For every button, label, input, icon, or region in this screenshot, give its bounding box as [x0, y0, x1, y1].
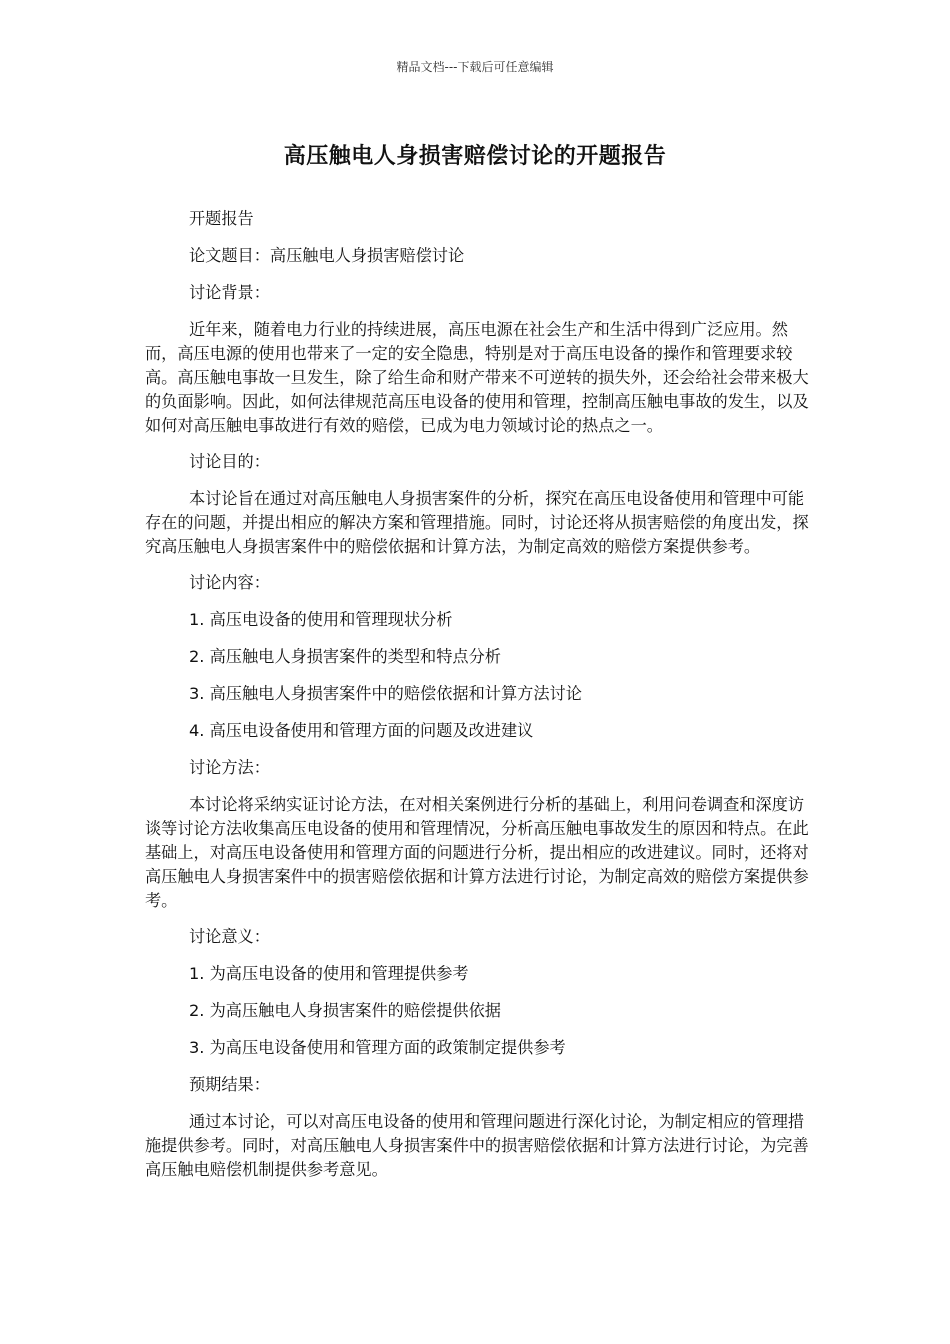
list-item: 3. 为高压电设备使用和管理方面的政策制定提供参考 — [189, 1038, 566, 1057]
document-title: 高压触电人身损害赔偿讨论的开题报告 — [283, 144, 667, 169]
list-item: 2. 高压触电人身损害案件的类型和特点分析 — [189, 647, 501, 666]
section-heading-background: 讨论背景： — [189, 283, 270, 302]
section-label: 开题报告 — [189, 209, 254, 228]
thesis-title-line: 论文题目：高压触电人身损害赔偿讨论 — [189, 246, 465, 265]
list-item: 4. 高压电设备使用和管理方面的问题及改进建议 — [189, 721, 534, 740]
paragraph-method: 本讨论将采纳实证讨论方法，在对相关案例进行分析的基础上，利用问卷调查和深度访谈等讨论方法收集高压电设备的使用和管理情况，分析高压触电事故发生的原因和特点。在此基础上，对高压电设备使用和管理方面的问题进行分析，提出相应的改进建议。同时，还将对高压触电人身损害案件中的损害赔偿依据和计算方法进行讨论，为制定高效的赔偿方案提供参考。 — [145, 795, 809, 910]
list-item: 3. 高压触电人身损害案件中的赔偿依据和计算方法讨论 — [189, 684, 582, 703]
document-body — [145, 207, 815, 1194]
list-item: 1. 高压电设备的使用和管理现状分析 — [189, 610, 453, 629]
section-heading-significance: 讨论意义： — [189, 927, 270, 946]
section-heading-content: 讨论内容： — [189, 573, 270, 592]
section-heading-purpose: 讨论目的： — [189, 452, 270, 471]
section-heading-method: 讨论方法： — [189, 758, 270, 777]
paragraph-purpose: 本讨论旨在通过对高压触电人身损害案件的分析，探究在高压电设备使用和管理中可能存在的问题，并提出相应的解决方案和管理措施。同时，讨论还将从损害赔偿的角度出发，探究高压触电人身损害案件中的赔偿依据和计算方法，为制定高效的赔偿方案提供参考。 — [145, 489, 809, 556]
paragraph-expected-results: 通过本讨论，可以对高压电设备的使用和管理问题进行深化讨论，为制定相应的管理措施提供参考。同时，对高压触电人身损害案件中的损害赔偿依据和计算方法进行讨论，为完善高压触电赔偿机制提供参考意见。 — [145, 1112, 809, 1179]
section-heading-expected-results: 预期结果： — [189, 1075, 270, 1094]
list-item: 2. 为高压触电人身损害案件的赔偿提供依据 — [189, 1001, 501, 1020]
header-note: 精品文档---下载后可任意编辑 — [396, 60, 554, 74]
paragraph-background: 近年来，随着电力行业的持续进展，高压电源在社会生产和生活中得到广泛应用。然而，高压电源的使用也带来了一定的安全隐患，特别是对于高压电设备的操作和管理要求较高。高压触电事故一旦发生，除了给生命和财产带来不可逆转的损失外，还会给社会带来极大的负面影响。因此，如何法律规范高压电设备的使用和管理，控制高压触电事故的发生，以及如何对高压触电事故进行有效的赔偿，已成为电力领域讨论的热点之一。 — [145, 320, 809, 435]
list-item: 1. 为高压电设备的使用和管理提供参考 — [189, 964, 469, 983]
